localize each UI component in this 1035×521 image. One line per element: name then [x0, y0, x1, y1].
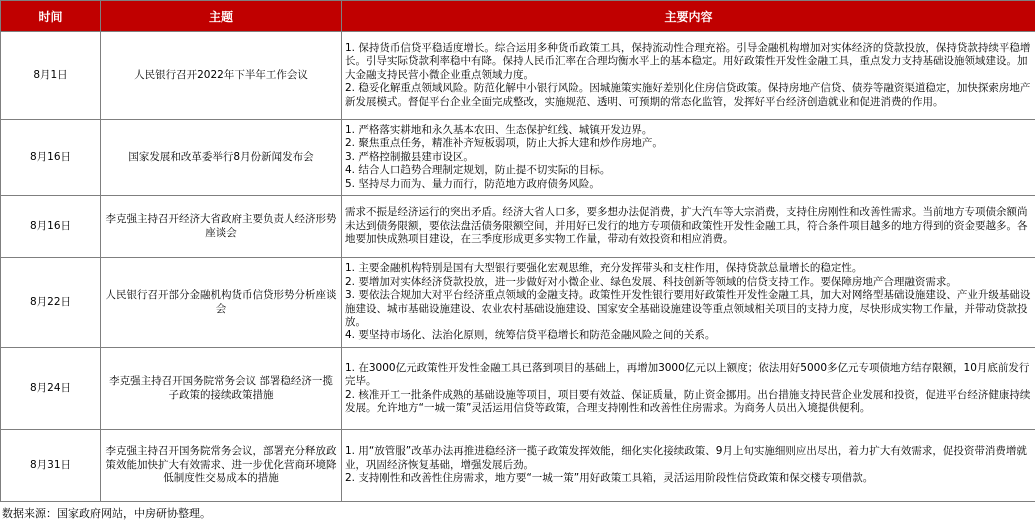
- content-line: 1. 主要金融机构特别是国有大型银行要强化宏观思维，充分发挥带头和支柱作用，保持贷款总量增长的稳定性。: [345, 262, 863, 275]
- row-date: 8月1日: [1, 32, 101, 120]
- content-line: 4. 要坚持市场化、法治化原则，统筹信贷平稳增长和防范金融风险之间的关系。: [345, 329, 716, 342]
- row-date: 8月31日: [1, 430, 101, 502]
- row-date: 8月22日: [1, 258, 101, 348]
- row-title: 李克强主持召开国务院常务会议，部署充分释放政策效能加快扩大有效需求、进一步优化营商环境降低制度性交易成本的措施: [101, 430, 342, 502]
- header-title: 主题: [101, 1, 342, 32]
- table-row: [1, 120, 1035, 196]
- content-line: 2. 要增加对实体经济贷款投放，进一步做好对小微企业、绿色发展、科技创新等领域的信贷支持工作。要保障房地产合理融资需求。: [345, 275, 957, 288]
- row-content: [342, 196, 1035, 258]
- content-line: 2. 稳妥化解重点领域风险。防范化解中小银行风险。因城施策实施好差别化住房信贷政策。保持房地产信贷、债券等融资渠道稳定，加快探索房地产新发展模式。督促平台企业全面完成整改，实施规范、透明、可预期的常态化监管，发挥好平台经济创造就业和促进消费的作用。: [345, 82, 1031, 108]
- content-line: 1. 用“放管服”改革办法再推进稳经济一揽子政策发挥效能，细化实化接续政策、9月上旬实施细则应出尽出，着力扩大有效需求，促投资带消费增就业，巩固经济恢复基础，增强发展后劲。: [345, 445, 1027, 471]
- data-source-note: 数据来源：国家政府网站，中房研协整理。: [2, 507, 211, 520]
- content-line: 4. 结合人口趋势合理制定规划，防止提不切实际的目标。: [345, 164, 611, 177]
- content-line: 3. 要依法合规加大对平台经济重点领域的金融支持。政策性开发性银行要用好政策性开发性金融工具，加大对网络型基础设施建设、产业升级基础设施建设、城市基础设施建设、农业农村基础设施建设、国家安全基础设施建设等重点领域相关项目的支持力度，尽快形成实物工作量，并带动贷款投放。: [345, 289, 1031, 328]
- header-date: 时间: [1, 1, 101, 32]
- table-row: [1, 196, 1035, 258]
- row-title: 李克强主持召开国务院常务会议 部署稳经济一揽子政策的接续政策措施: [101, 348, 342, 430]
- content-line: 1. 在3000亿元政策性开发性金融工具已落到项目的基础上，再增加3000亿元以上额度；依法用好5000多亿元专项债地方结存限额，10月底前发行完毕。: [345, 361, 1030, 388]
- header-row: [1, 1, 1035, 32]
- content-line: 1. 保持货币信贷平稳适度增长。综合运用多种货币政策工具，保持流动性合理充裕。引导金融机构增加对实体经济的贷款投放，保持贷款持续平稳增长。引导实际贷款利率稳中有降。保持人民币汇率在合理均衡水平上的基本稳定。用好政策性开发性金融工具，重点发力支持基础设施领域建设。加大金融支持民营小微企业重点领域力度。: [345, 41, 1031, 81]
- content-line: 3. 严格控制撤县建市设区。: [345, 150, 474, 163]
- content-line: 2. 支持刚性和改善性住房需求，地方要“一城一策”用好政策工具箱，灵活运用阶段性信贷政策和保交楼专项借款。: [345, 472, 874, 485]
- header-content: 主要内容: [342, 1, 1035, 32]
- row-title: 人民银行召开部分金融机构货币信贷形势分析座谈会: [101, 258, 342, 348]
- row-date: 8月16日: [1, 120, 101, 196]
- table-row: [1, 348, 1035, 430]
- content-line: 需求不振是经济运行的突出矛盾。经济大省人口多，要多想办法促消费，扩大汽车等大宗消费，支持住房刚性和改善性需求。当前地方专项债余额尚未达到债务限额，要依法盘活债务限额空间，并用好已发行的地方专项债和政策性开发性金融工具，符合条件项目越多的地方得到的资金要越多。各地要加快成熟项目建设，在三季度形成更多实物工作量，带动有效投资和相应消费。: [345, 206, 1028, 246]
- row-content: [342, 258, 1035, 348]
- row-date: 8月24日: [1, 348, 101, 430]
- row-content: [342, 348, 1035, 430]
- content-line: 1. 严格落实耕地和永久基本农田、生态保护红线、城镇开发边界。: [345, 123, 653, 136]
- row-date: 8月16日: [1, 196, 101, 258]
- content-line: 2. 聚焦重点任务，精准补齐短板弱项，防止大拆大建和炒作房地产。: [345, 137, 663, 150]
- content-line: 2. 核准开工一批条件成熟的基础设施等项目，项目要有效益、保证质量，防止资金挪用。出台措施支持民营企业发展和投资，促进平台经济健康持续发展。允许地方“一城一策”灵活运用信贷等政策，合理支持刚性和改善性住房需求。为商务人员出入境提供便利。: [345, 388, 1031, 414]
- row-content: [342, 430, 1035, 502]
- content-line: 5. 坚持尽力而为、量力而行，防范地方政府债务风险。: [345, 177, 600, 190]
- row-title: 李克强主持召开经济大省政府主要负责人经济形势座谈会: [101, 196, 342, 258]
- table-row: [1, 32, 1035, 120]
- row-content: [342, 32, 1035, 120]
- table-row: [1, 258, 1035, 348]
- table-row: [1, 430, 1035, 502]
- row-title: 人民银行召开2022年下半年工作会议: [101, 32, 342, 120]
- row-title: 国家发展和改革委举行8月份新闻发布会: [101, 120, 342, 196]
- row-content: [342, 120, 1035, 196]
